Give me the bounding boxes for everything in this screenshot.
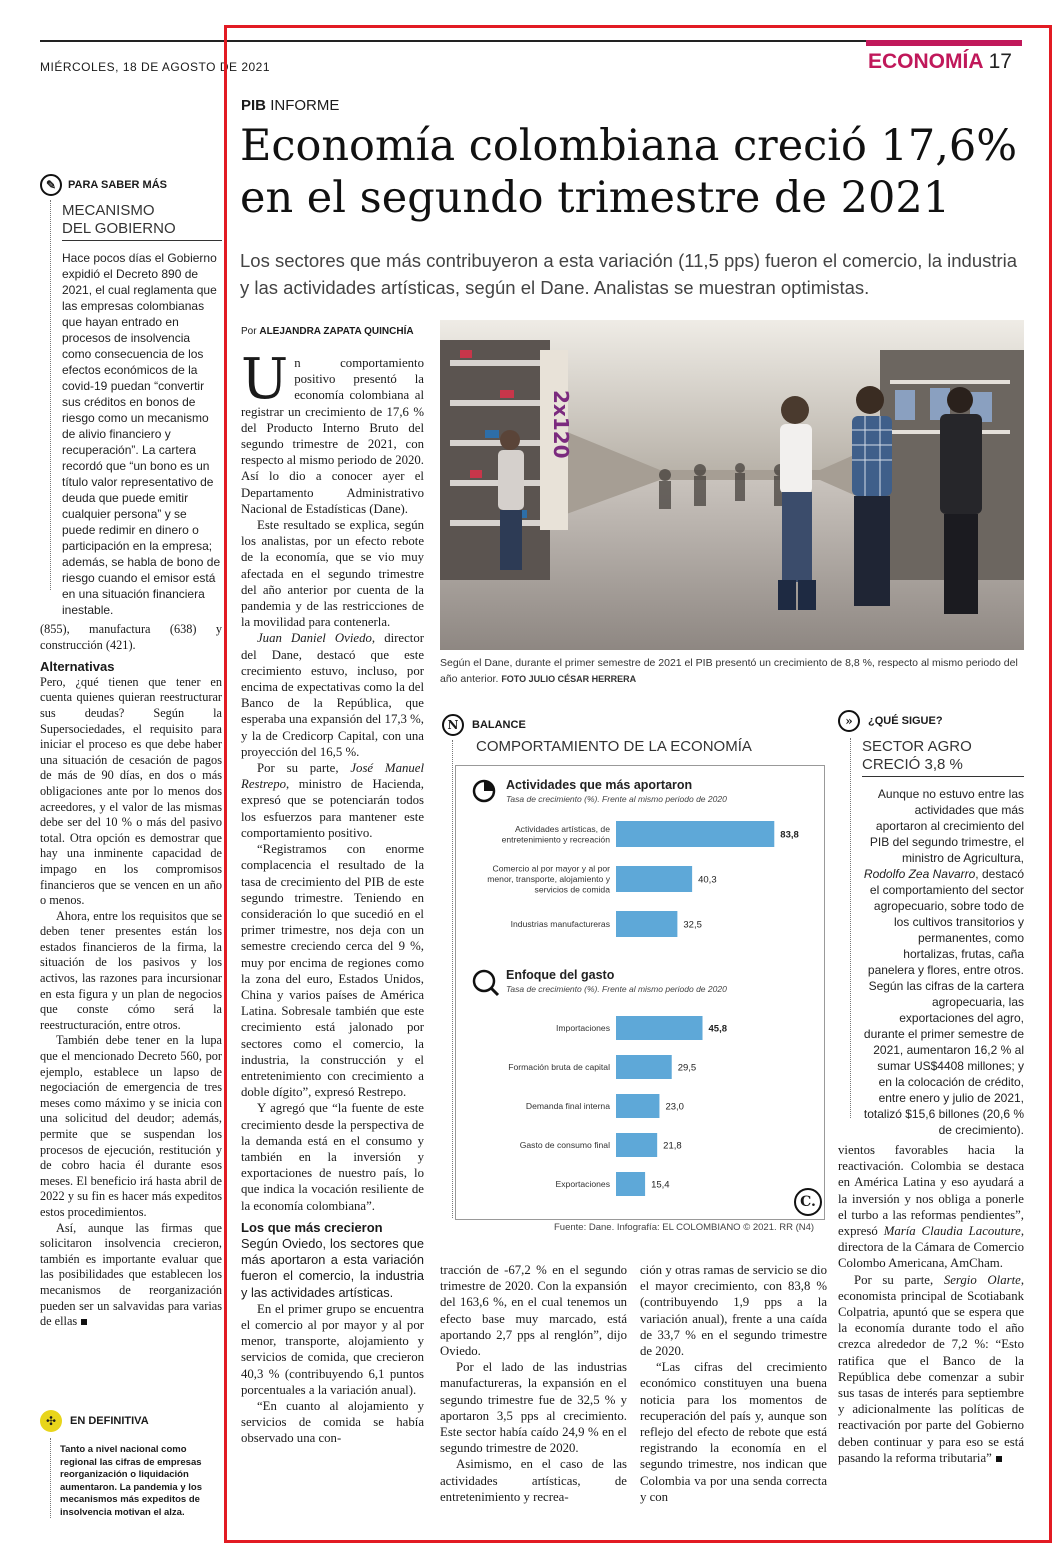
chart-bar xyxy=(616,821,774,847)
headline xyxy=(240,120,1040,224)
right-sidebar-header xyxy=(838,710,1028,732)
balance-title: COMPORTAMIENTO DE LA ECONOMÍA xyxy=(476,738,752,755)
restrepo-name: José Manuel Restrepo xyxy=(241,761,424,792)
definitiva-heading: EN DEFINITIVA xyxy=(70,1415,149,1427)
p4a: Por su parte, xyxy=(257,761,351,776)
definitiva-text: Tanto a nivel nacional como regional las cifras de empresas reorganización o liquidación aumentaron. La pandemia y los mecanismos más expeditos de insolvencia motivan el alza. xyxy=(60,1444,203,1518)
byline-name: ALEJANDRA ZAPATA QUINCHÍA xyxy=(259,326,414,337)
headline-line1: Economía colombiana creció 17,6% xyxy=(240,121,1018,171)
left-text-5-body: Así, aunque las firmas que solicitaron insolvencia crecieron, también es importante evaluar que las posibilidades que establecen los mecanismos de reorganización pueden ser un salvavidas para varias de ellas xyxy=(40,1220,222,1329)
olarte-name: Sergio Olarte xyxy=(943,1272,1021,1287)
chart-category-label: Exportaciones xyxy=(555,1179,610,1189)
chart-bar xyxy=(616,866,692,892)
right-text-c: , destacó el comportamiento del sector agropecuario, sobre todo de los cultivos transitorios y permanentes, como hortalizas, frutas, caña panelera y flores, entre otros. Según las cifras de la cartera agropecuaria, las exportaciones del agro, durante el primer semestre de 2021, aumentaron 16,2 % al sumar US$4408 millones; y en la colocación de crédito, entre enero y julio de 2021, totalizó $15,6 billones (20,6 % de crecimiento). xyxy=(863,867,1024,1137)
article-paragraph-8: En el primer grupo se encuentra el comercio al por mayor y al por menor, transporte, alojamiento y servicios de comida, que crecieron 40,3 % (contribuyendo 6,1 puntos porcentuales a la variación anual). xyxy=(241,1301,424,1397)
balance-charts xyxy=(456,766,826,1221)
col2-paragraph-3: Asimismo, en el caso de las actividades artísticas, de entretenimiento y recrea- xyxy=(440,1457,627,1504)
chart-bar xyxy=(616,911,677,937)
article-paragraph-2: Este resultado se explica, según los analistas, por un efecto rebote de la economía, que se vio muy afectada en el segundo trimestre del año anterior por cuenta de la pandemia y de las restricciones de la movilidad para contenerla. xyxy=(241,518,424,630)
p3-text: , director del Dane, destacó que este crecimiento estuvo, incluso, por encima de expectativas como la del Banco de la República, que esperaba una expansión del 17,3 %, y la de Credicorp Capital, con una proyección del 16,5 %. xyxy=(241,631,425,759)
chart-bar xyxy=(616,1016,703,1040)
sidebar-title xyxy=(62,202,222,238)
col3-paragraph-2: “Las cifras del crecimiento económico constituyen una buena noticia para los momentos de recuperación del país y, aunque son reflejo del efecto de rebote que está registrando la economía en el segundo trimestre, nos indican que Colombia va por una senda correcta y con xyxy=(640,1360,827,1504)
chart-category-label: servicios de comida xyxy=(534,884,610,895)
chart-value-label: 21,8 xyxy=(663,1140,682,1152)
chart-box xyxy=(455,765,825,1220)
right-text-a: Aunque no estuvo entre las actividades que más aportaron al crecimiento del PIB del segundo trimestre, el ministro de Agricultura, xyxy=(869,787,1024,865)
article-paragraph-7: Según Oviedo, los sectores que más aportaron a esta variación fueron el comercio, la industria y las actividades artísticas. xyxy=(241,1235,424,1300)
zea-name: Rodolfo Zea Navarro xyxy=(863,867,976,881)
sidebar-title-line2: DEL GOBIERNO xyxy=(62,220,176,237)
chart-title: Actividades que más aportaron xyxy=(506,778,693,792)
left-article-column xyxy=(40,622,222,1330)
logo-letter: C. xyxy=(800,1194,816,1210)
article-paragraph-1 xyxy=(241,347,424,517)
kicker-bold: PIB xyxy=(241,97,267,114)
chart-value-label: 23,0 xyxy=(665,1101,684,1113)
section-tag xyxy=(868,50,1012,74)
chart-bar xyxy=(616,1133,657,1157)
sidebar-title-underline xyxy=(62,240,222,241)
definitiva-box xyxy=(40,1410,222,1432)
right-sidebar-title xyxy=(862,738,1022,774)
article-column-2 xyxy=(440,1262,627,1505)
article-paragraph-6: Y agregó que “la fuente de este crecimiento desde la perspectiva de la demanda está en el consumo y también en la inversión y exportaciones de nuestro país, lo que indica la vocación resiliente de la economía colombiana”. xyxy=(241,1101,424,1213)
store-sign-text: 2x120 xyxy=(549,390,573,459)
chart-category-label: Importaciones xyxy=(556,1023,610,1033)
chart-bar xyxy=(616,1094,659,1118)
article-paragraph-3 xyxy=(241,630,424,760)
left-text-3: Ahora, entre los requisitos que se deben tener presentes están los estados financieros de la firma, la situación de los pasivos y los activos, las razones para incursionar en esta figura y un plan de negocios que conste cómo será la reestructuración, entre otros. xyxy=(40,908,222,1032)
colombiano-logo xyxy=(794,1188,822,1216)
article-paragraph-4 xyxy=(241,760,424,841)
col2-paragraph-1: tracción de -67,2 % en el segundo trimestre de 2020. Con la expansión del 163,6 %, en el cual tenemos un efecto base muy marcado, está aportando 2,7 pps al renglón”, dijo Oviedo. xyxy=(440,1263,627,1359)
right-title-line1: SECTOR AGRO xyxy=(862,738,972,755)
balance-header xyxy=(442,714,832,755)
chart-category-label: menor, transporte, alojamiento y xyxy=(487,874,610,884)
col4-p1: vientos favorables hacia la reactivación. Colombia se destaca en América Latina y eso ayudará a la inversión y nos obliga a ponerle el turbo a las reformas pendientes”, expresó xyxy=(838,1143,1024,1239)
section-name: ECONOMÍA xyxy=(868,50,983,73)
end-mark xyxy=(81,1319,87,1325)
lacouture-name: María Claudia Lacouture xyxy=(883,1224,1021,1239)
chart-category-label: entretenimiento y recreación xyxy=(501,834,610,845)
sidebar-title-line1: MECANISMO xyxy=(62,202,155,219)
byline-prefix: Por xyxy=(241,326,257,337)
subhead-crecieron: Los que más crecieron xyxy=(241,1219,383,1235)
balance-rule xyxy=(452,740,454,1218)
double-chevron-icon: » xyxy=(838,710,860,732)
chart-pie-slice-icon xyxy=(484,781,494,791)
chart-source: Fuente: Dane. Infografía: EL COLOMBIANO © 2021. RR (N4) xyxy=(554,1222,815,1233)
p4c: , ministro de Hacienda, expresó que se potenciarán todos los esfuerzos para mantener este comportamiento positivo. xyxy=(241,777,424,840)
chart-category-label: Demanda final interna xyxy=(525,1101,610,1111)
chart-category-label: Gasto de consumo final xyxy=(519,1140,610,1150)
right-sidebar-rule xyxy=(850,738,852,1118)
sidebar-heading: PARA SABER MÁS xyxy=(68,179,168,191)
col4-p2c: , economista principal de Scotiabank Colpatria, apuntó que se espera que la economía durante todo el año crezca alrededor de 7,2 %: “Esto ratifica que el Banco de la República debe comenzar a subir sus tasas de interés para septiembre y adicionalmente las políticas de reactivación por parte del Gobierno deben continuar y para eso se está pasando la reforma tributaria” xyxy=(838,1272,1025,1465)
article-column-4 xyxy=(838,1142,1024,1466)
right-title-line2: CRECIÓ 3,8 % xyxy=(862,756,963,773)
chart-subtitle: Tasa de crecimiento (%). Frente al mismo periodo de 2020 xyxy=(506,794,727,804)
pushpin-icon: ✎ xyxy=(40,174,62,196)
balance-icon: N xyxy=(442,714,464,736)
magnifier-handle-icon xyxy=(491,988,498,995)
chart-bar xyxy=(616,1055,672,1079)
left-text-1: (855), manufactura (638) y construcción (421). xyxy=(40,622,222,652)
chart-value-label: 40,3 xyxy=(698,874,717,886)
photo-credit: FOTO JULIO CÉSAR HERRERA xyxy=(501,674,637,684)
article-paragraph-5: “Registramos con enorme complacencia el resultado de la tasa de crecimiento del PIB de este segundo trimestre. Teniendo en consideración lo que sucedió en el primer trimestre, nos deja con un semestre creciendo cerca del 9 %, muy por encima de regiones como la zona del euro, Estados Unidos, China y varios países de América Latina. Sobresale también que este crecimiento está jalonado por sectores como el comercio, la industria, la construcción y el entretenimiento con crecimiento a doble dígito”, expresó Restrepo. xyxy=(241,842,424,1100)
col3-paragraph-1: ción y otras ramas de servicio se dio el mayor crecimiento, con 83,8 % (contribuyendo 1,9 pps a la variación anual), frente a una caída de 33,7 % en el segundo trimestre de 2020. xyxy=(640,1263,827,1359)
dropcap: U xyxy=(241,347,289,412)
chart-subtitle: Tasa de crecimiento (%). Frente al mismo periodo de 2020 xyxy=(506,984,727,994)
article-column-1 xyxy=(241,347,425,1447)
byline xyxy=(241,326,414,337)
col2-paragraph-2: Por el lado de las industrias manufactureras, la expansión en el segundo trimestre fue de 32,5 % y aportaron 3,5 pps al crecimiento. Este sector había caído 24,9 % en el segundo trimestre de 2020. xyxy=(440,1360,627,1456)
chart-category-label: Formación bruta de capital xyxy=(508,1062,610,1072)
col4-paragraph-2 xyxy=(838,1272,1024,1466)
left-sidebar-box xyxy=(40,174,222,196)
oviedo-name: Juan Daniel Oviedo xyxy=(257,631,372,646)
section-accent-bar xyxy=(866,40,1022,46)
right-sidebar-heading: ¿QUÉ SIGUE? xyxy=(868,715,943,727)
col4-p2a: Por su parte, xyxy=(854,1272,944,1287)
end-mark-article xyxy=(996,1456,1002,1462)
right-title-underline xyxy=(862,776,1024,777)
checker-icon: ✣ xyxy=(40,1410,62,1432)
p1-text: n comportamiento positivo presentó la economía colombiana al registrar un crecimiento de 17,6 % del Producto Interno Bruto del segundo trimestre de 2021, con respecto al mismo periodo de 2020. Así lo dio a conocer ayer el Departamento Administrativo Nacional de Estadísticas (Dane). xyxy=(241,356,424,516)
kicker-rest: INFORME xyxy=(270,97,340,114)
chart-title: Enfoque del gasto xyxy=(506,968,615,982)
chart-value-label: 15,4 xyxy=(651,1179,670,1191)
chart-category-label: Actividades artísticas, de xyxy=(514,823,610,834)
chart-category-label: Comercio al por mayor y al por xyxy=(492,863,610,874)
kicker xyxy=(241,97,339,114)
sidebar-text: Hace pocos días el Gobierno expidió el Decreto 890 de 2021, el cual reglamenta que las empresas colombianas que hayan entrado en procesos de insolvencia como consecuencia de los efectos económicos de la covid-19 puedan “convertir sus créditos en bonos de riesgo como un mecanismo de alivio financiero y recuperación”. La cartera recordó que “un bono es un título valor representativo de deuda que puede emitir cualquier persona” y se puede redimir en dinero o participación en la empresa; además, se habla de bono de riesgo cuando el emisor está en una situación financiera inestable. xyxy=(62,251,221,617)
issue-date: MIÉRCOLES, 18 DE AGOSTO DE 2021 xyxy=(40,60,271,74)
caption-text: Según el Dane, durante el primer semestre de 2021 el PIB presentó un crecimiento de 8,8 %, respecto al mismo periodo del año anterior. xyxy=(440,657,1018,685)
subhead-alternativas: Alternativas xyxy=(40,659,115,675)
chart-value-label: 45,8 xyxy=(708,1023,728,1035)
left-text-4: También debe tener en la lupa que el mencionado Decreto 560, por ejemplo, establece un lapso de negociación de emergencia de tres meses como máximo y se inicia con una solicitud del deudor; además, permite que se suspendan los procesos de ejecución, restitución y de cobro hacia él durante esos meses. El beneficio irá hasta abril de 2022 y su fin es hacer más expeditos estos procedimientos. xyxy=(40,1033,222,1219)
left-text-5 xyxy=(40,1221,222,1330)
deck: Los sectores que más contribuyeron a esta variación (11,5 pps) fueron el comercio, la industria y las actividades artísticas, según el Dane. Analistas se muestran optimistas. xyxy=(240,250,1018,298)
headline-line2: en el segundo trimestre de 2021 xyxy=(240,173,951,223)
right-sidebar-text xyxy=(862,786,1024,1138)
col4-paragraph-1 xyxy=(838,1142,1024,1272)
chart-value-label: 29,5 xyxy=(677,1062,697,1074)
left-sidebar-rule xyxy=(50,200,52,590)
chart-category-label: Industrias manufactureras xyxy=(510,919,610,929)
chart-bar xyxy=(616,1172,645,1196)
balance-heading: BALANCE xyxy=(472,719,526,731)
article-photo xyxy=(440,320,1024,650)
chart-value-label: 83,8 xyxy=(780,829,799,841)
chart-value-label: 32,5 xyxy=(683,919,702,931)
article-column-3 xyxy=(640,1262,827,1505)
page-number: 17 xyxy=(988,50,1012,73)
photo-caption xyxy=(440,655,1020,687)
col4-p1c: , directora de la Cámara de Comercio Colombo Americana, AmCham. xyxy=(838,1224,1025,1271)
article-paragraph-9: “En cuanto al alojamiento y servicios de comida se había observado una con- xyxy=(241,1399,424,1446)
left-text-2: Pero, ¿qué tienen que tener en cuenta quienes quieran reestructurar sus deudas? Según la Supersociedades, el requisito para iniciar el proceso es que debe haber una situación de cesación de pagos de más de 90 días, en dos o más obligaciones ante por lo menos dos acreedores, y el valor de las mismas debe ser del 10 % o más del pasivo total. Otra opción es demostrar que hay una inminente capacidad de impago en los compromisos financieros que se vencen en un año o menos. xyxy=(40,674,222,908)
definitiva-rule xyxy=(50,1438,52,1518)
